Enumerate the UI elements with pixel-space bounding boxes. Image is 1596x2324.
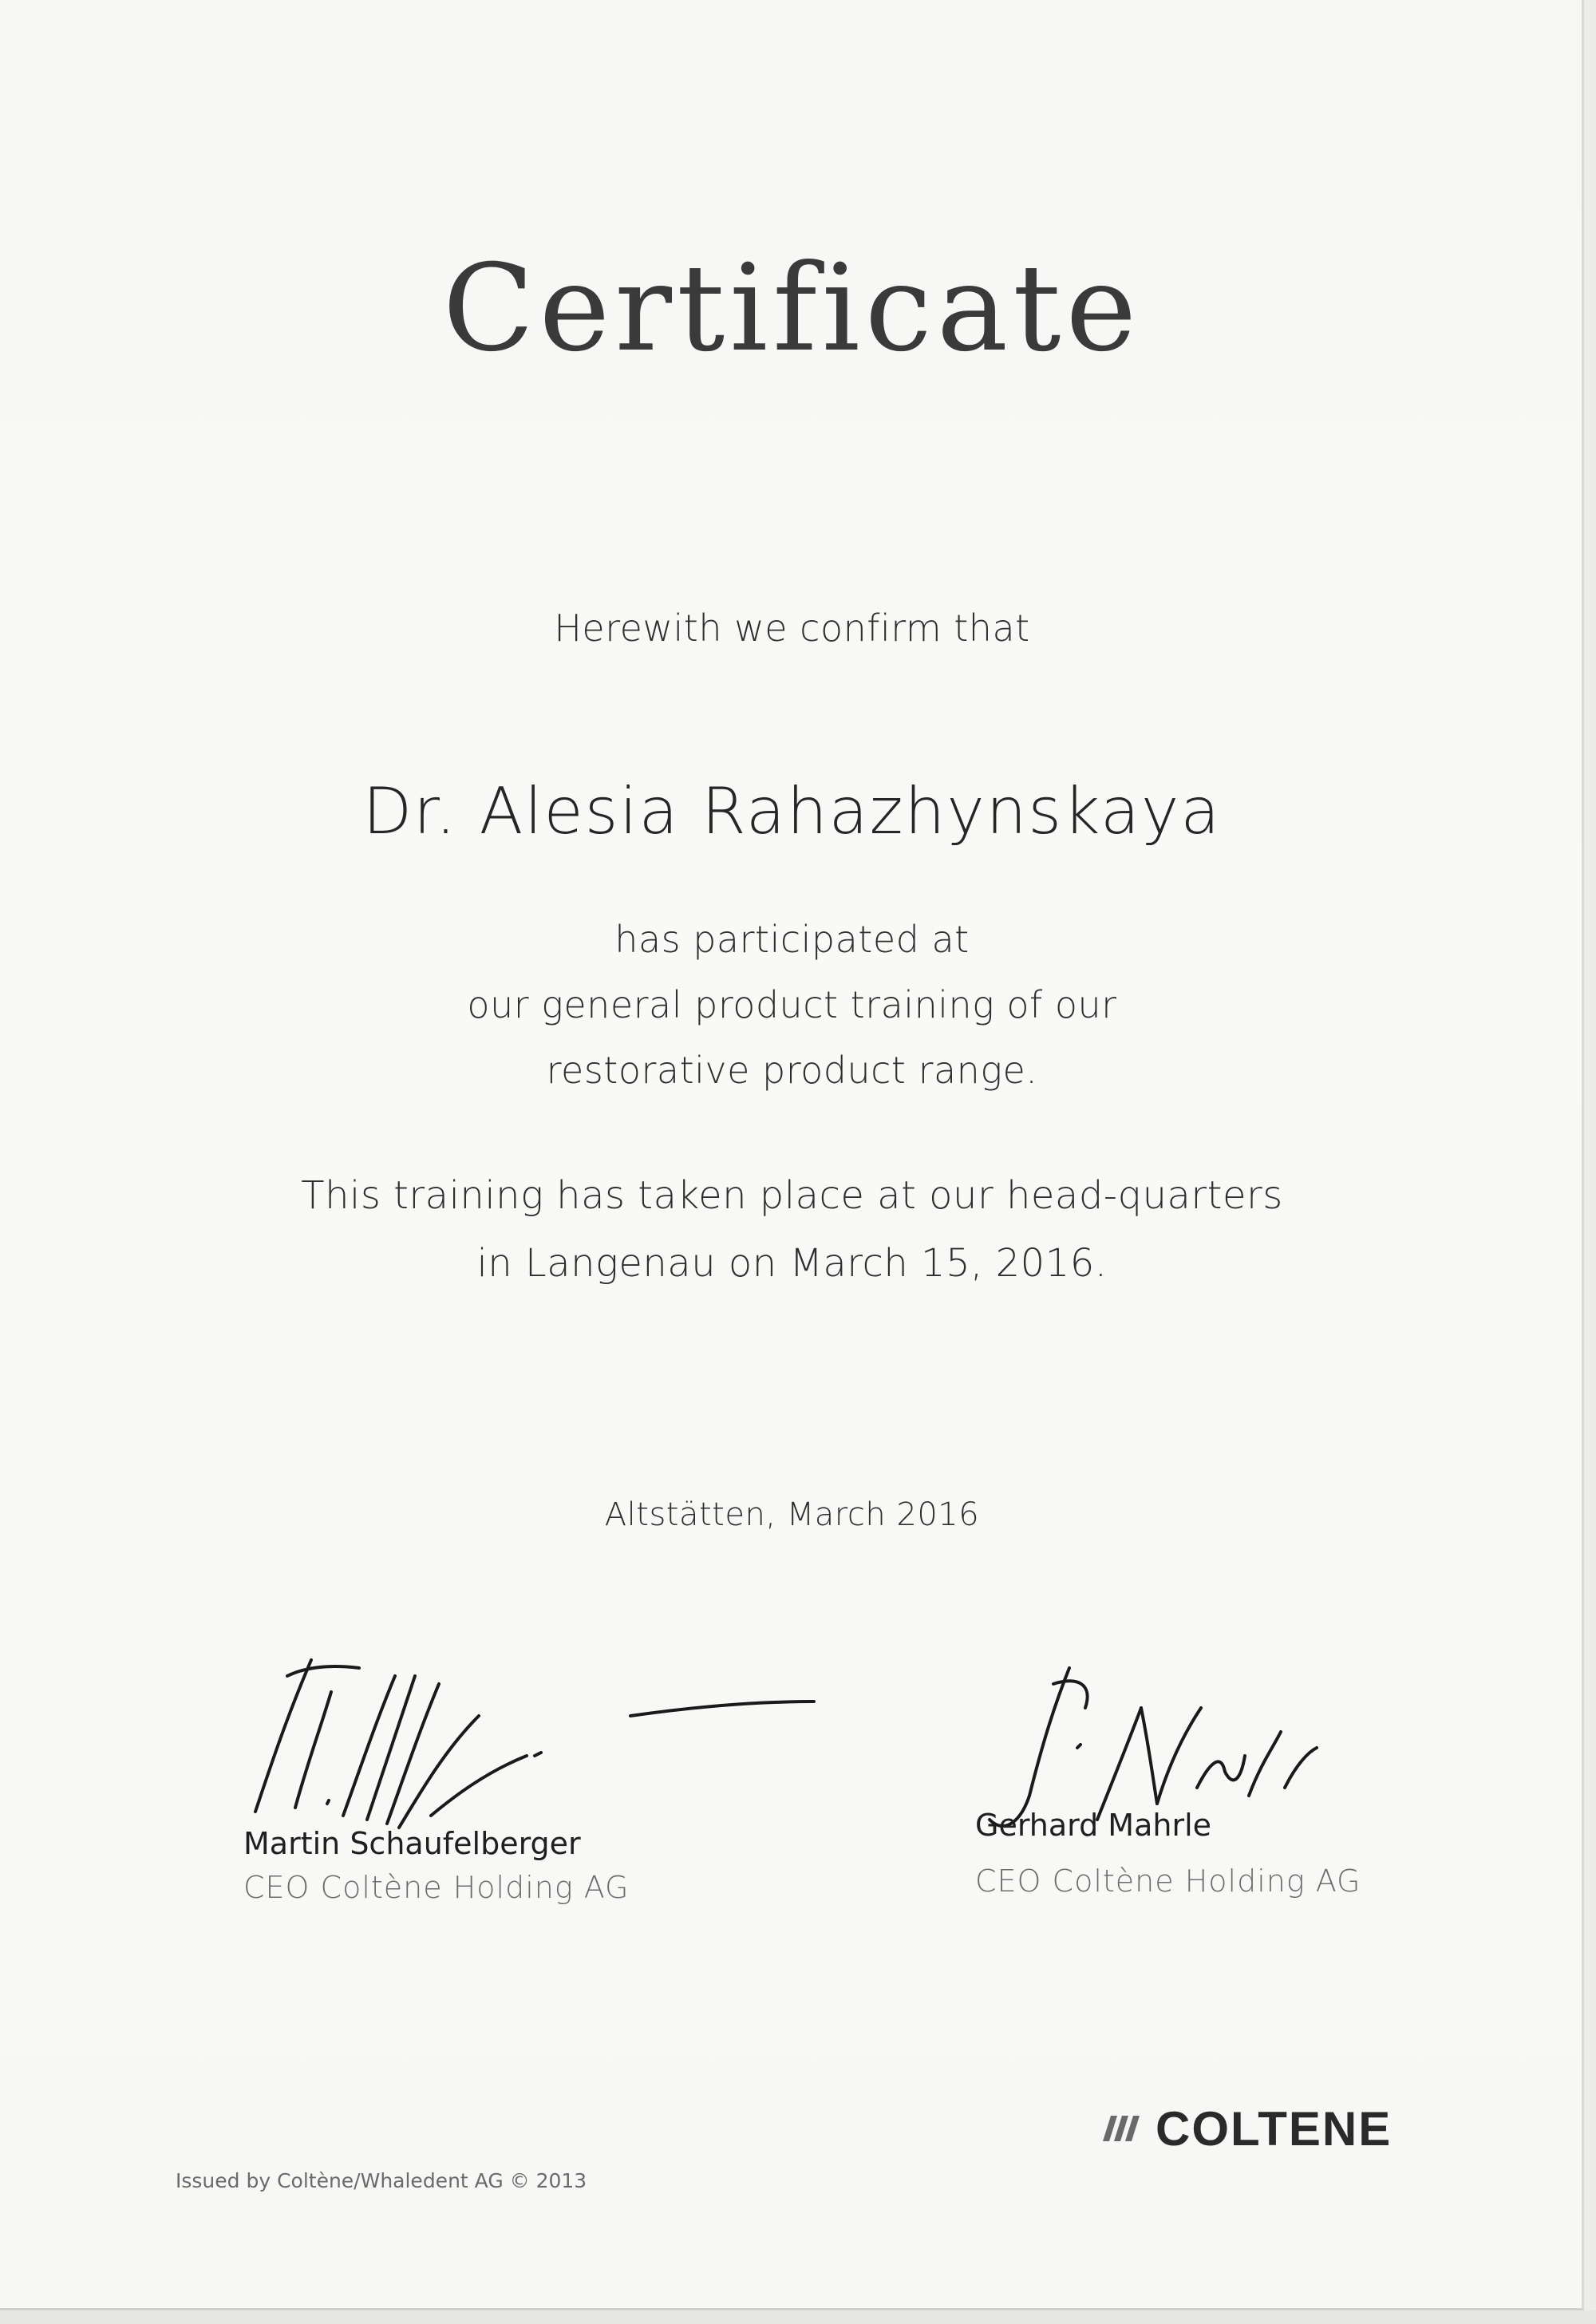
certificate-title: Certificate — [442, 239, 1142, 378]
page-edge-bottom — [0, 2310, 1596, 2324]
place-date: Altstätten, March 2016 — [604, 1496, 980, 1533]
body-line: our general product training of our — [467, 983, 1117, 1026]
body-line: in Langenau on March 15, 2016. — [476, 1241, 1108, 1286]
signature-left — [239, 1644, 591, 1852]
body-line: restorative product range. — [546, 1049, 1038, 1092]
page-edge-right — [1584, 0, 1596, 2324]
coltene-stripes-icon — [1100, 2113, 1148, 2144]
issued-by-text: Issued by Coltène/Whaledent AG © 2013 — [176, 2169, 587, 2192]
signatory-title-left: CEO Coltène Holding AG — [243, 1870, 630, 1905]
coltene-logo — [1100, 2101, 1392, 2156]
body-line: has participated at — [614, 918, 970, 961]
signatory-name-right: Gerhard Mahrle — [975, 1808, 1212, 1843]
logo-text: COLTENE — [1156, 2101, 1393, 2156]
recipient-name: Dr. Alesia Rahazhynskaya — [362, 774, 1222, 848]
signature-dash — [622, 1692, 830, 1724]
signatory-title-right: CEO Coltène Holding AG — [975, 1864, 1361, 1899]
signatory-name-left: Martin Schaufelberger — [243, 1826, 581, 1861]
intro-text: Herewith we confirm that — [554, 607, 1030, 650]
body-line: This training has taken place at our head-quarters — [301, 1173, 1283, 1218]
